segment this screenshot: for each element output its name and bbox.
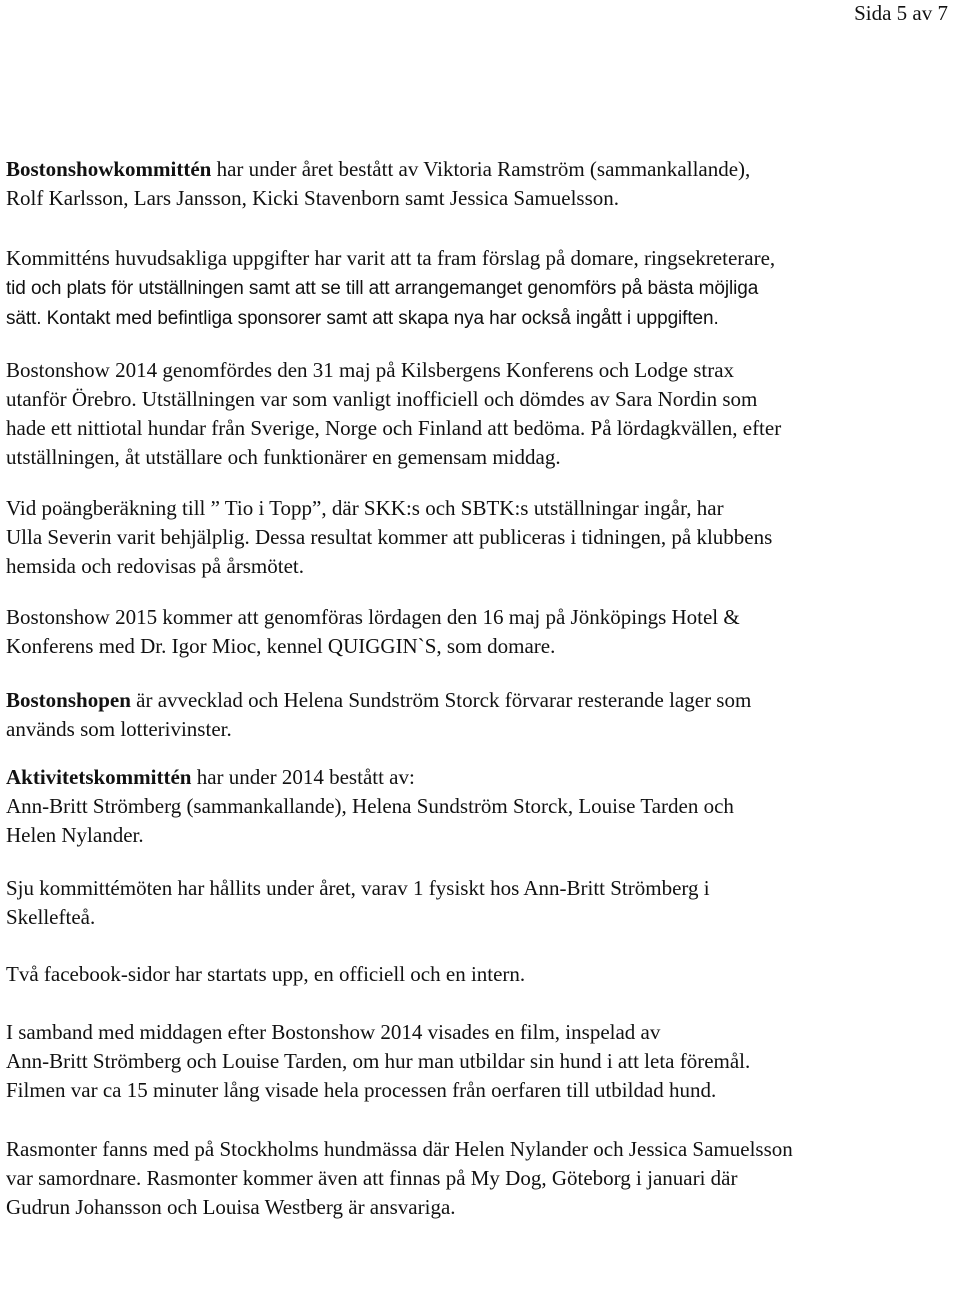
line	[6, 763, 415, 792]
line: var samordnare. Rasmonter kommer även att finnas på My Dog, Göteborg i januari där	[6, 1166, 738, 1190]
line	[6, 686, 751, 715]
paragraph-top-points	[6, 494, 950, 581]
line: Rasmonter fanns med på Stockholms hundmässa där Helen Nylander och Jessica Samuelsson	[6, 1137, 793, 1161]
heading-bostonshopen: Bostonshopen	[6, 688, 131, 712]
paragraph-boston-committee	[6, 155, 950, 213]
line: Bostonshow 2014 genomfördes den 31 maj på Kilsbergens Konferens och Lodge strax	[6, 358, 735, 382]
text: har under året bestått av Viktoria Ramström (sammankallande),	[211, 157, 751, 181]
line: Ann-Britt Strömberg (sammankallande), Helena Sundström Storck, Louise Tarden och	[6, 794, 734, 818]
line: Skellefteå.	[6, 905, 96, 929]
line: används som lotterivinster.	[6, 717, 232, 741]
line: utställningen, åt utställare och funktionärer en gemensam middag.	[6, 445, 561, 469]
heading-bostonshowkommitten: Bostonshowkommittén	[6, 157, 212, 181]
line: Ann-Britt Strömberg och Louise Tarden, om hur man utbildar sin hund i att leta föremål.	[6, 1049, 751, 1073]
line: Bostonshow 2015 kommer att genomföras lördagen den 16 maj på Jönköpings Hotel &	[6, 605, 740, 629]
page-number: Sida 5 av 7	[854, 1, 948, 25]
line: Två facebook-sidor har startats upp, en officiell och en intern.	[6, 962, 526, 986]
line: hemsida och redovisas på årsmötet.	[6, 554, 304, 578]
paragraph-activity-committee	[6, 763, 950, 850]
line: Gudrun Johansson och Louisa Westberg är ansvariga.	[6, 1195, 456, 1219]
line: Helen Nylander.	[6, 823, 144, 847]
line: I samband med middagen efter Bostonshow 2014 visades en film, inspelad av	[6, 1020, 661, 1044]
line: tid och plats för utställningen samt att se till att arrangemanget genomförs på bästa möjliga	[6, 278, 759, 299]
line: Ulla Severin varit behjälplig. Dessa resultat kommer att publiceras i tidningen, på klubbens	[6, 525, 773, 549]
paragraph-film	[6, 1018, 950, 1105]
line: Kommitténs huvudsakliga uppgifter har varit att ta fram förslag på domare, ringsekreterare,	[6, 246, 776, 270]
line: Sju kommittémöten har hållits under året, varav 1 fysiskt hos Ann-Britt Strömberg i	[6, 876, 710, 900]
line: sätt. Kontakt med befintliga sponsorer samt att skapa nya har också ingått i uppgiften.	[6, 308, 719, 329]
paragraph-rasmonter	[6, 1135, 950, 1222]
line: hade ett nittiotal hundar från Sverige, Norge och Finland att bedöma. På lördagkvällen, efter	[6, 416, 782, 440]
paragraph-facebook	[6, 960, 950, 989]
line: utanför Örebro. Utställningen var som vanligt inofficiell och dömdes av Sara Nordin som	[6, 387, 758, 411]
heading-aktivitetskommitten: Aktivitetskommittén	[6, 765, 192, 789]
line: Filmen var ca 15 minuter lång visade hela processen från oerfaren till utbildad hund.	[6, 1078, 717, 1102]
line	[6, 155, 750, 184]
line: Vid poängberäkning till ” Tio i Topp”, där SKK:s och SBTK:s utställningar ingår, har	[6, 496, 724, 520]
line: Konferens med Dr. Igor Mioc, kennel QUIGGIN`S, som domare.	[6, 634, 556, 658]
paragraph-meetings	[6, 874, 950, 932]
document-body	[6, 155, 950, 1222]
paragraph-shop	[6, 686, 950, 744]
paragraph-tasks	[6, 244, 950, 333]
paragraph-show-2014	[6, 356, 950, 472]
text: är avvecklad och Helena Sundström Storck förvarar resterande lager som	[130, 688, 752, 712]
line: Rolf Karlsson, Lars Jansson, Kicki Stavenborn samt Jessica Samuelsson.	[6, 186, 620, 210]
paragraph-show-2015	[6, 603, 950, 661]
text: har under 2014 bestått av:	[191, 765, 415, 789]
